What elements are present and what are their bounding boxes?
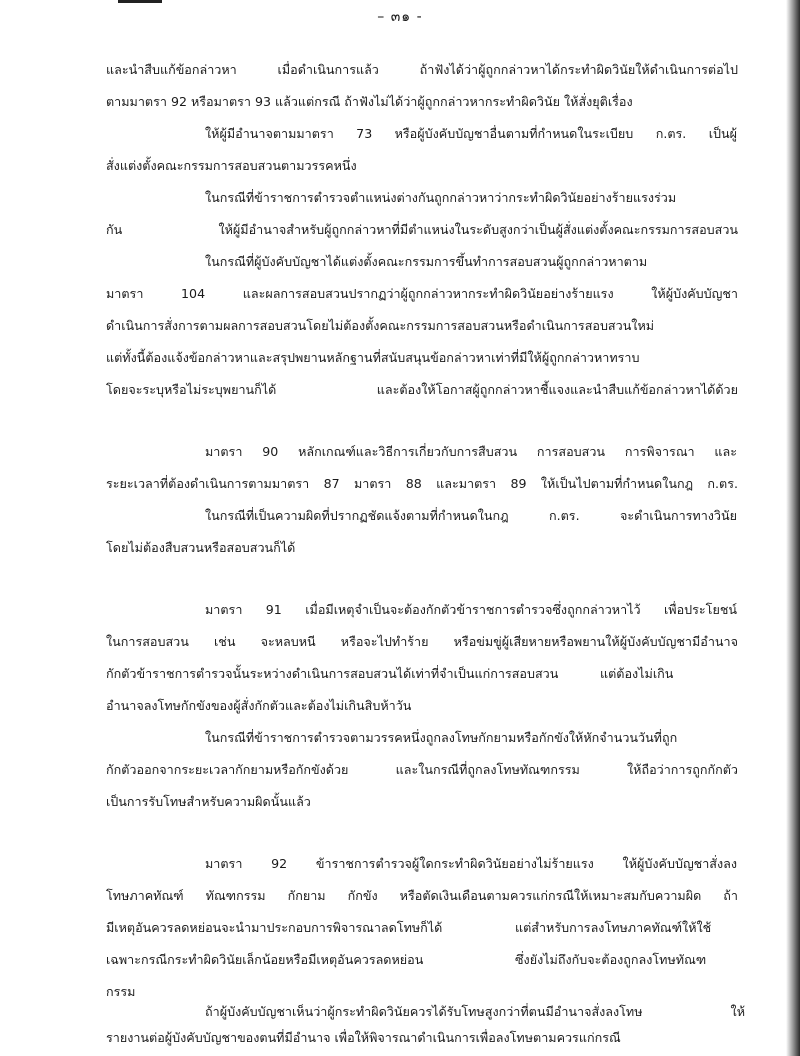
text-line: มาตรา 90 หลักเกณฑ์และวิธีการเกี่ยวกับการสืบสวน การสอบสวน การพิจารณา และ xyxy=(205,444,737,459)
text-line: ตามมาตรา 92 หรือมาตรา 93 แล้วแต่กรณี ถ้าฟังไม่ได้ว่าผู้ถูกกล่าวหากระทำผิดวินัย ให้สั่งยุติเรื่อง xyxy=(106,94,633,109)
text-line: ระยะเวลาที่ต้องดำเนินการตามมาตรา 87 มาตรา 88 และมาตรา 89 ให้เป็นไปตามที่กำหนดในกฎ ก.ตร. xyxy=(106,476,738,491)
scan-artifact-top xyxy=(118,0,162,3)
text-line: อำนาจลงโทษกักขังของผู้สั่งกักตัวและต้องไม่เกินสิบห้าวัน xyxy=(106,698,412,713)
text-line: แต่ต้องไม่เกิน xyxy=(600,666,674,681)
page-number: – ๓๑ - xyxy=(377,9,423,25)
text-line: มาตรา 92 ข้าราชการตำรวจผู้ใดกระทำผิดวินัยอย่างไม่ร้ายแรง ให้ผู้บังคับบัญชาสั่งลง xyxy=(205,856,737,871)
text-line: โดยไม่ต้องสืบสวนหรือสอบสวนก็ได้ xyxy=(106,540,296,555)
text-line: แต่สำหรับการลงโทษภาคทัณฑ์ให้ใช้ xyxy=(515,920,712,935)
text-line: แต่ทั้งนี้ต้องแจ้งข้อกล่าวหาและสรุปพยานหลักฐานที่สนับสนุนข้อกล่าวหาเท่าที่มีให้ผู้ถูกกล่าวหาทราบ xyxy=(106,350,640,365)
text-line: ซึ่งยังไม่ถึงกับจะต้องถูกลงโทษทัณฑ xyxy=(515,952,707,967)
text-line: กรรม xyxy=(106,984,136,999)
text-line: เฉพาะกรณีกระทำผิดวินัยเล็กน้อยหรือมีเหตุอันควรลดหย่อน xyxy=(106,952,424,967)
text-line: ในการสอบสวน เช่น จะหลบหนี หรือจะไปทำร้าย หรือข่มขู่ผู้เสียหายหรือพยานให้ผู้บังคับบัญชามีอำนาจ xyxy=(106,634,738,649)
text-line: มาตรา 91 เมื่อมีเหตุจำเป็นจะต้องกักตัวข้าราชการตำรวจซึ่งถูกกล่าวหาไว้ เพื่อประโยชน์ xyxy=(205,602,737,617)
text-line: ดำเนินการสั่งการตามผลการสอบสวนโดยไม่ต้องตั้งคณะกรรมการสอบสวนหรือดำเนินการสอบสวนใหม่ xyxy=(106,318,655,333)
text-line: รายงานต่อผู้บังคับบัญชาของตนที่มีอำนาจ เพื่อให้พิจารณาดำเนินการเพื่อลงโทษตามควรแก่กรณี xyxy=(106,1030,621,1045)
text-line: ให้ผู้มีอำนาจตามมาตรา 73 หรือผู้บังคับบัญชาอื่นตามที่กำหนดในระเบียบ ก.ตร. เป็นผู้ xyxy=(205,126,737,141)
text-line: ในกรณีที่ข้าราชการตำรวจตำแหน่งต่างกันถูกกล่าวหาว่ากระทำผิดวินัยอย่างร้ายแรงร่วม xyxy=(205,190,677,205)
text-line: กักตัวข้าราชการตำรวจนั้นระหว่างดำเนินการสอบสวนได้เท่าที่จำเป็นแก่การสอบสวน xyxy=(106,666,559,681)
text-line: มาตรา 104 และผลการสอบสวนปรากฏว่าผู้ถูกกล่าวหากระทำผิดวินัยอย่างร้ายแรง ให้ผู้บังคับบัญชา xyxy=(106,286,738,301)
text-line: มีเหตุอันควรลดหย่อนจะนำมาประกอบการพิจารณาลดโทษก็ได้ xyxy=(106,920,443,935)
scan-edge-shadow xyxy=(786,0,800,1056)
text-line: ในกรณีที่ข้าราชการตำรวจตามวรรคหนึ่งถูกลงโทษกักยามหรือกักขังให้หักจำนวนวันที่ถูก xyxy=(205,730,678,745)
text-line: และนำสืบแก้ข้อกล่าวหา เมื่อดำเนินการแล้ว ถ้าฟังได้ว่าผู้ถูกกล่าวหาได้กระทำผิดวินัยให้ดำเนินการต่อไป xyxy=(106,62,738,77)
text-line: โดยจะระบุหรือไม่ระบุพยานก็ได้ และต้องให้โอกาสผู้ถูกกล่าวหาชี้แจงและนำสืบแก้ข้อกล่าวหาได้ด้วย xyxy=(106,382,738,397)
text-line: เป็นการรับโทษสำหรับความผิดนั้นแล้ว xyxy=(106,794,311,809)
text-line: สั่งแต่งตั้งคณะกรรมการสอบสวนตามวรรคหนึ่ง xyxy=(106,158,357,173)
text-line: โทษภาคทัณฑ์ ทัณฑกรรม กักยาม กักขัง หรือตัดเงินเดือนตามควรแก่กรณีให้เหมาะสมกับความผิด ถ้า xyxy=(106,888,738,903)
text-line: กักตัวออกจากระยะเวลากักยามหรือกักขังด้วย และในกรณีที่ถูกลงโทษทัณฑกรรม ให้ถือว่าการถูกกักตัว xyxy=(106,762,738,777)
text-line: ถ้าผู้บังคับบัญชาเห็นว่าผู้กระทำผิดวินัยควรได้รับโทษสูงกว่าที่ตนมีอำนาจสั่งลงโทษ ให้ xyxy=(205,1004,745,1019)
text-line: ในกรณีที่เป็นความผิดที่ปรากฏชัดแจ้งตามที่กำหนดในกฎ ก.ตร. จะดำเนินการทางวินัย xyxy=(205,508,737,523)
text-line: กัน ให้ผู้มีอำนาจสำหรับผู้ถูกกล่าวหาที่มีตำแหน่งในระดับสูงกว่าเป็นผู้สั่งแต่งตั้งคณะกรรมการสอบสวน xyxy=(106,222,738,237)
text-line: ในกรณีที่ผู้บังคับบัญชาได้แต่งตั้งคณะกรรมการขึ้นทำการสอบสวนผู้ถูกกล่าวหาตาม xyxy=(205,254,648,269)
